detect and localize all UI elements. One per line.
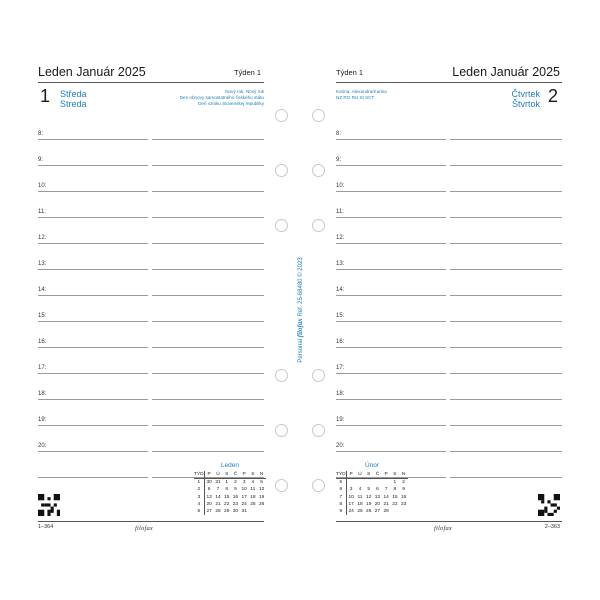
binder-hole (275, 369, 288, 382)
calendar-day: 30 (206, 480, 212, 486)
hour-label: 15: (38, 313, 47, 319)
qr-code-icon (38, 494, 60, 516)
calendar-day: 13 (206, 494, 212, 500)
hour-row[interactable] (336, 218, 562, 244)
weekday-header: P (346, 471, 356, 479)
calendar-day: 5 (260, 480, 263, 486)
weekday-header: S (391, 471, 400, 479)
calendar-day: 17 (241, 494, 247, 500)
qr-code-icon (538, 494, 560, 516)
calendar-week-row (194, 494, 266, 501)
calendar-day: 11 (250, 487, 256, 493)
hour-label: 16: (336, 339, 345, 345)
calendar-week-row (194, 508, 266, 515)
calendar-day: 9 (234, 487, 237, 493)
weekday-header: S (364, 471, 373, 479)
calendar-day: 21 (383, 501, 389, 507)
calendar-day: 27 (374, 509, 381, 515)
calendar-day: 28 (215, 509, 221, 515)
day-name-slovak: Štvrtok (511, 99, 540, 109)
brand-logo: filofax (434, 525, 453, 532)
weekday-header: P (382, 471, 391, 479)
day-number: 1 (40, 86, 51, 106)
calendar-day: 22 (392, 501, 398, 507)
calendar-day: 20 (206, 501, 212, 507)
calendar-day: 7 (216, 487, 220, 493)
calendar-day: 26 (366, 509, 372, 515)
hour-label: 11: (38, 209, 46, 215)
calendar-day: 14 (215, 494, 221, 500)
week-number: 1 (194, 479, 204, 487)
day-name-czech: Čtvrtek (511, 89, 540, 99)
calendar-day: 1 (393, 480, 397, 486)
calendar-day: 11 (357, 494, 363, 500)
calendar-day: 21 (215, 501, 221, 507)
weekday-header: N (399, 471, 408, 479)
hour-label: 14: (336, 287, 345, 293)
calendar-day: 9 (402, 487, 405, 493)
hour-row[interactable] (336, 296, 562, 322)
grid-line (450, 477, 562, 478)
weekday-header: TÝD (336, 472, 346, 478)
calendar-day: 15 (392, 494, 398, 500)
calendar-day: 2 (234, 480, 237, 486)
calendar-day: 27 (206, 509, 212, 515)
calendar-day: 16 (400, 494, 407, 500)
hour-label: 17: (336, 365, 345, 371)
calendar-day: 4 (358, 487, 362, 493)
calendar-day: 29 (224, 509, 230, 515)
calendar-week-row (336, 486, 408, 493)
mini-calendar-title: Leden (220, 462, 240, 469)
spine-personal: Personal (298, 338, 304, 363)
calendar-day (364, 479, 373, 487)
calendar-day: 24 (241, 501, 247, 507)
hour-label: 9: (336, 157, 342, 163)
hour-row[interactable] (38, 400, 264, 426)
binder-hole (275, 479, 288, 492)
week-number: 8 (336, 501, 346, 508)
week-label: Týden 1 (234, 68, 262, 77)
page-number: 1–364 (38, 524, 54, 530)
calendar-day: 25 (250, 501, 256, 507)
day-name-slovak: Streda (60, 99, 87, 109)
hour-label: 20: (336, 443, 345, 449)
calendar-day: 6 (207, 487, 211, 493)
calendar-day: 8 (225, 487, 229, 493)
hour-row[interactable] (336, 140, 562, 166)
week-number: 4 (194, 501, 204, 508)
week-label: Týden 1 (336, 68, 364, 77)
mini-calendar-title: Únor (364, 462, 380, 469)
weekday-header: Č (231, 471, 240, 479)
spine-imprint (296, 257, 304, 362)
hour-label: 17: (38, 365, 47, 371)
spine-brand: filofax (296, 318, 304, 338)
calendar-day: 4 (251, 480, 255, 486)
holiday-note: Den obnovy samostatného českého státu (179, 95, 264, 100)
calendar-day: 24 (348, 509, 354, 515)
hour-label: 8: (336, 131, 342, 137)
hour-row[interactable] (38, 348, 264, 374)
hour-label: 12: (38, 235, 47, 241)
hour-label: 13: (38, 261, 47, 267)
hour-row[interactable] (336, 192, 562, 218)
week-number: 9 (336, 508, 346, 515)
calendar-day: 18 (250, 494, 256, 500)
calendar-day (399, 508, 408, 515)
hour-label: 9: (38, 157, 44, 163)
calendar-day (391, 508, 400, 515)
weekday-header: Č (373, 471, 382, 479)
calendar-day: 18 (357, 501, 363, 507)
calendar-week-row (336, 479, 408, 487)
calendar-day: 19 (366, 501, 372, 507)
calendar-day: 12 (366, 494, 372, 500)
week-number: 6 (336, 486, 346, 493)
calendar-week-row (194, 501, 266, 508)
calendar-day: 15 (224, 494, 230, 500)
calendar-day (257, 508, 266, 515)
holiday-note: Deň vzniku Slovenskej republiky (198, 101, 264, 106)
binder-hole (312, 109, 325, 122)
binder-hole (275, 109, 288, 122)
weekday-header: S (249, 471, 258, 479)
binder-hole (275, 219, 288, 232)
hour-row[interactable] (336, 374, 562, 400)
calendar-day: 8 (393, 487, 397, 493)
weekday-header: Ú (214, 471, 223, 479)
calendar-week-row (336, 501, 408, 508)
weekday-header: P (240, 471, 249, 479)
calendar-day: 17 (348, 501, 354, 507)
hour-row[interactable] (336, 426, 562, 452)
calendar-day: 3 (349, 487, 353, 493)
calendar-day: 19 (258, 494, 265, 500)
left-diary-page (30, 52, 290, 540)
hour-row[interactable] (336, 348, 562, 374)
day-number: 2 (547, 86, 558, 106)
hour-label: 12: (336, 235, 345, 241)
calendar-day: 12 (258, 487, 265, 493)
hour-label: 10: (336, 183, 345, 189)
name-day-note: Karina, Alexandra/Karina (336, 89, 387, 94)
binder-hole (312, 219, 325, 232)
hour-label: 10: (38, 183, 47, 189)
hour-row[interactable] (38, 192, 264, 218)
weekday-header: TÝD (194, 472, 204, 478)
hour-row[interactable] (38, 114, 264, 140)
calendar-day: 10 (241, 487, 247, 493)
week-number: 3 (194, 494, 204, 501)
hour-row[interactable] (336, 244, 562, 270)
hour-label: 19: (38, 417, 47, 423)
weekday-header: N (257, 471, 266, 479)
hour-row[interactable] (336, 270, 562, 296)
calendar-week-row (336, 508, 408, 515)
weekday-header: S (222, 471, 231, 479)
binder-hole (275, 424, 288, 437)
calendar-day: 23 (400, 501, 407, 507)
hour-row[interactable] (336, 114, 562, 140)
hour-row[interactable] (38, 426, 264, 452)
holiday-notes (150, 89, 264, 107)
calendar-day: 20 (374, 501, 381, 507)
calendar-day (249, 508, 258, 515)
calendar-day: 31 (241, 509, 247, 515)
calendar-day: 22 (224, 501, 230, 507)
hour-label: 13: (336, 261, 345, 267)
hour-label: 11: (336, 209, 344, 215)
hour-row[interactable] (38, 166, 264, 192)
calendar-day: 5 (367, 487, 371, 493)
calendar-day: 26 (258, 501, 265, 507)
mini-calendar-table (194, 471, 266, 515)
calendar-day: 30 (232, 509, 239, 515)
hour-row[interactable] (336, 166, 562, 192)
hour-row[interactable] (38, 322, 264, 348)
hour-label: 19: (336, 417, 345, 423)
hour-row[interactable] (38, 374, 264, 400)
mini-calendar (194, 462, 266, 515)
spine-ref: Ref. 25-68480 (298, 278, 304, 317)
hour-row[interactable] (38, 218, 264, 244)
mini-calendar-table (336, 471, 408, 515)
hour-label: 14: (38, 287, 47, 293)
name-day-notes (336, 89, 387, 101)
grid-line (38, 477, 148, 478)
brand-logo: filofax (135, 525, 154, 532)
hour-label: 18: (336, 391, 345, 397)
binder-hole (312, 164, 325, 177)
calendar-day (382, 479, 391, 487)
hour-row[interactable] (336, 400, 562, 426)
binder-hole (312, 369, 325, 382)
calendar-week-row (194, 486, 266, 493)
calendar-day: 31 (215, 480, 221, 486)
hour-label: 8: (38, 131, 44, 137)
weekday-header: P (204, 471, 214, 479)
right-diary-page (308, 52, 568, 540)
header-rule (336, 82, 562, 83)
week-number: 7 (336, 494, 346, 501)
hour-row[interactable] (38, 140, 264, 166)
hour-label: 15: (336, 313, 345, 319)
calendar-day: 16 (232, 494, 239, 500)
calendar-week-row (336, 494, 408, 501)
calendar-day: 10 (348, 494, 354, 500)
calendar-day: 7 (384, 487, 388, 493)
hour-label: 16: (38, 339, 47, 345)
mini-calendar (336, 462, 408, 515)
hour-label: 20: (38, 443, 47, 449)
page-number: 2–363 (544, 524, 560, 530)
calendar-day: 14 (383, 494, 389, 500)
holiday-note: Nový rok, Nový rok (225, 89, 264, 94)
calendar-day: 13 (374, 494, 381, 500)
binder-hole (275, 164, 288, 177)
weekday-header: Ú (356, 471, 365, 479)
calendar-day: 1 (225, 480, 229, 486)
binder-hole (312, 479, 325, 492)
hour-label: 18: (38, 391, 47, 397)
hour-row[interactable] (38, 270, 264, 296)
header-rule (38, 82, 264, 83)
calendar-day: 28 (383, 509, 389, 515)
calendar-day: 6 (376, 487, 379, 493)
calendar-day: 23 (232, 501, 239, 507)
week-number: 5 (194, 508, 204, 515)
week-number: 5 (336, 479, 346, 487)
calendar-day (346, 479, 356, 487)
calendar-day (356, 479, 365, 487)
month-year-title: Leden Január 2025 (452, 65, 560, 79)
hour-row[interactable] (38, 296, 264, 322)
footer-rule (38, 521, 264, 522)
name-day-note: NZ RO RU SI SCT (336, 95, 375, 100)
footer-rule (336, 521, 562, 522)
day-name-czech: Středa (60, 89, 87, 99)
binder-hole (312, 424, 325, 437)
calendar-week-row (194, 479, 266, 487)
hour-row[interactable] (336, 322, 562, 348)
week-number: 2 (194, 486, 204, 493)
hour-row[interactable] (38, 244, 264, 270)
calendar-day: 3 (242, 480, 246, 486)
calendar-day: 2 (402, 480, 405, 486)
spine-copyright: © 2023 (298, 257, 304, 277)
calendar-day: 25 (357, 509, 363, 515)
month-year-title: Leden Január 2025 (38, 65, 146, 79)
calendar-day (373, 479, 382, 487)
